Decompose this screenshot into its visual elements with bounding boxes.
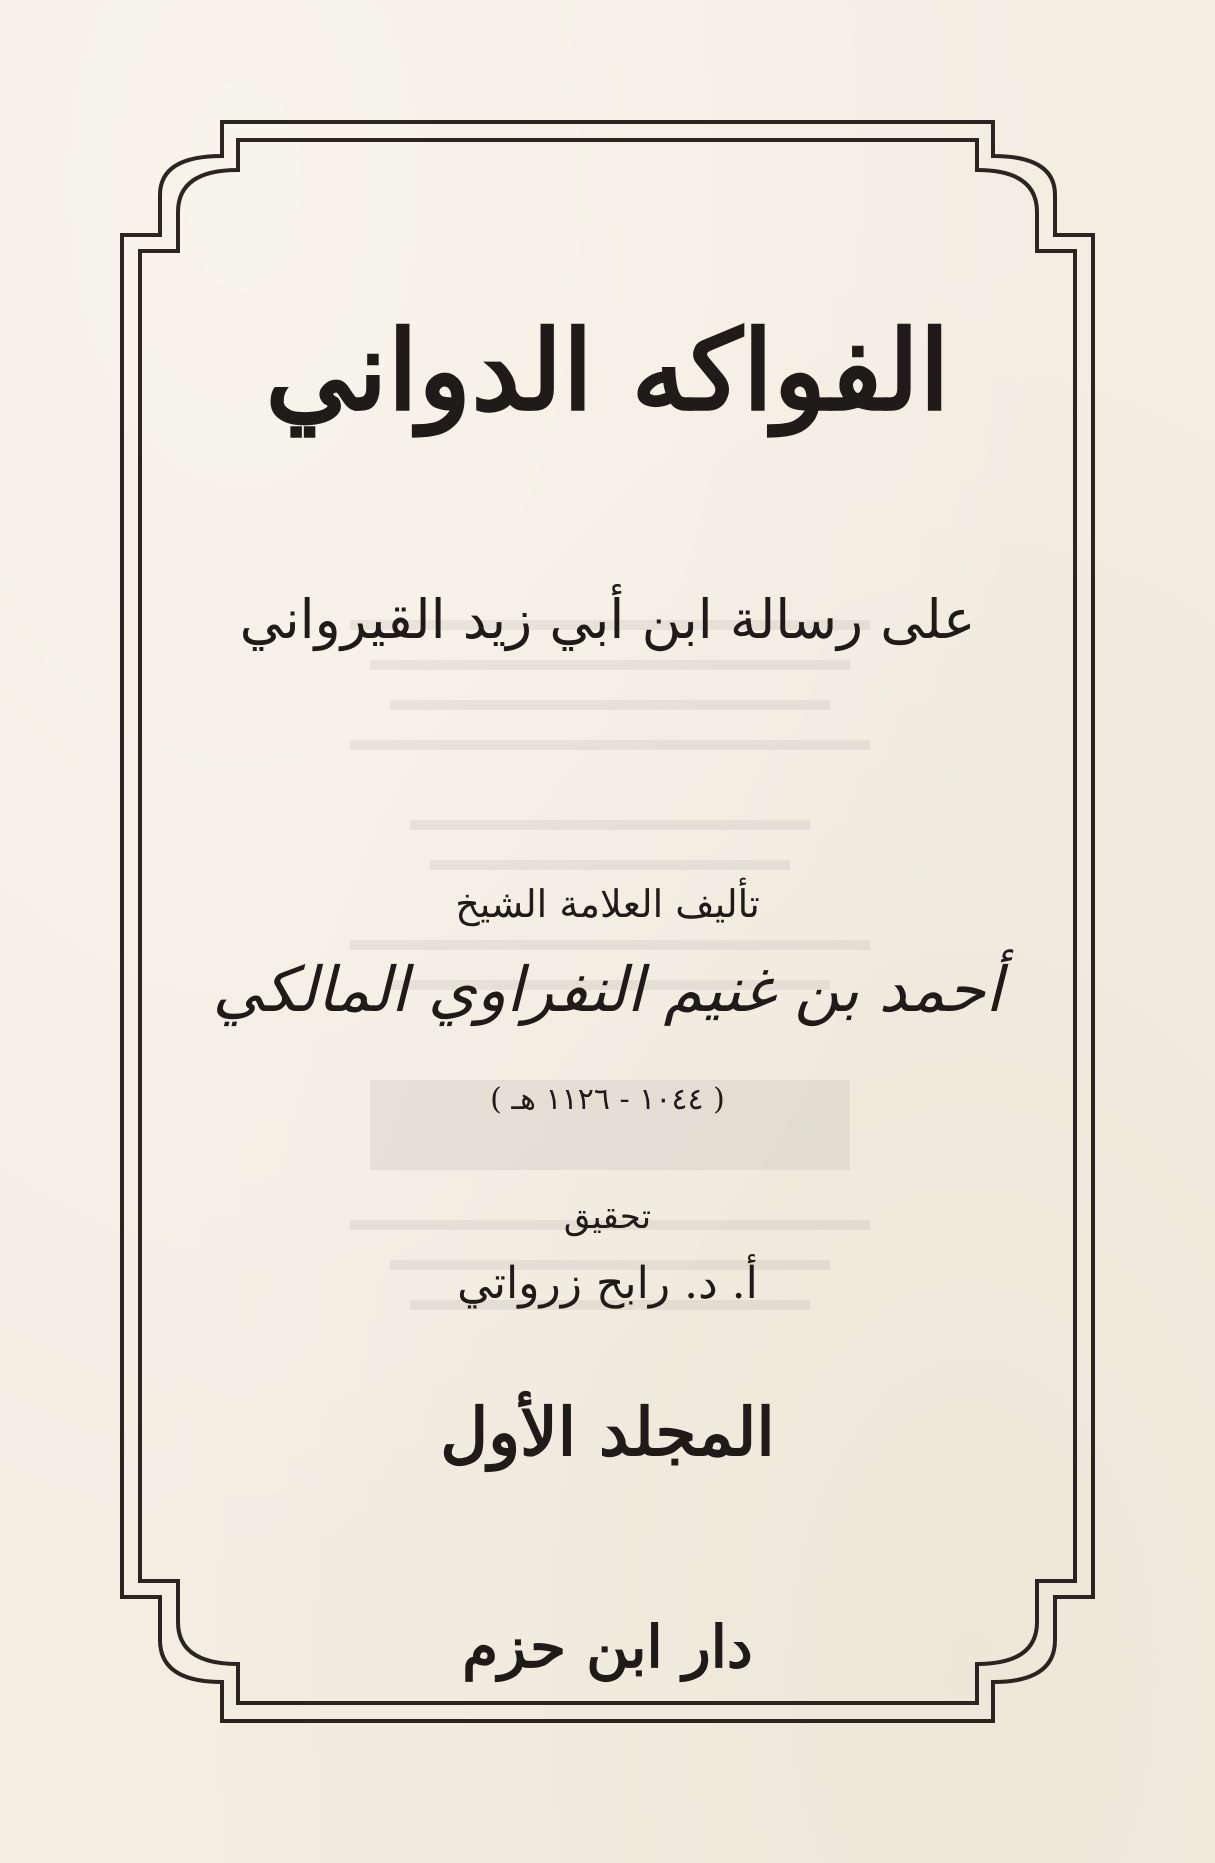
volume-label: المجلد الأول xyxy=(440,1393,775,1471)
author-dates: ( ١٠٤٤ - ١١٢٦ هـ ) xyxy=(490,1082,725,1117)
book-subtitle: على رسالة ابن أبي زيد القيرواني xyxy=(239,588,976,651)
author-name: أحمد بن غنيم النفراوي المالكي xyxy=(212,953,1003,1026)
editor-label: تحقيق xyxy=(563,1197,652,1237)
book-title: الفواكه الدواني xyxy=(265,306,950,435)
editor-name: أ. د. رابح زرواتي xyxy=(457,1258,758,1309)
publisher-name: دار ابن حزم xyxy=(462,1613,753,1681)
author-intro: تأليف العلامة الشيخ xyxy=(455,882,760,926)
